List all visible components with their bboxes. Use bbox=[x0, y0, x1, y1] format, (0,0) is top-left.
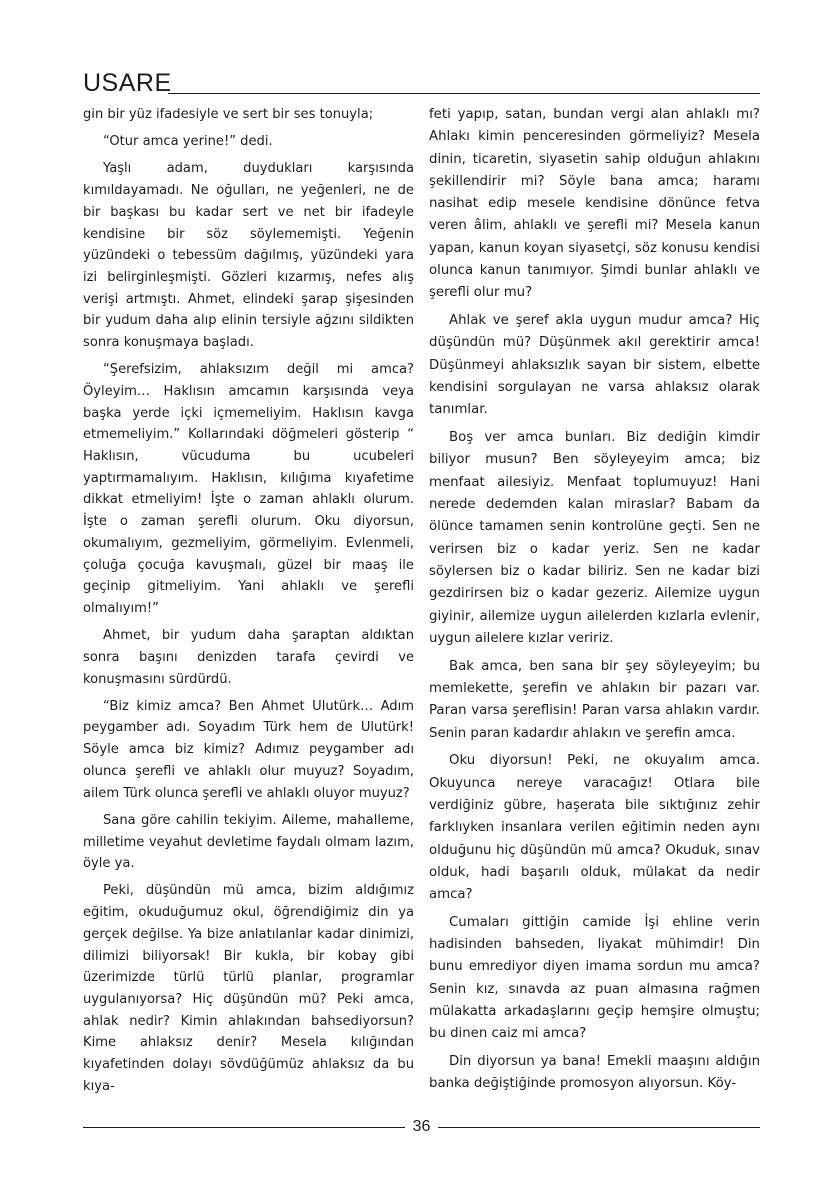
footer-rule-left bbox=[83, 1127, 405, 1128]
paragraph: “Biz kimiz amca? Ben Ahmet Ulutürk… Adım peygamber adı. Soyadım Türk hem de Ulutürk! Söyle amca biz kimiz? Adımız peygamber adı olunca şerefli ve ahlaklı olur muyuz? Soyadım, ailem Türk olunca şerefli ve ahlaklı oluyor muyuz? bbox=[83, 698, 414, 801]
page-footer bbox=[83, 1116, 760, 1140]
page-number: 36 bbox=[412, 1118, 431, 1135]
paragraph: Sana göre cahilin tekiyim. Aileme, mahalleme, milletime veyahut devletime faydalı olmam lazım, öyle ya. bbox=[83, 812, 414, 872]
paragraph: Peki, düşündün mü amca, bizim aldığımız eğitim, okuduğumuz okul, öğrendiğimiz din ya gerçek değilse. Ya bize anlatılanlar kadar dinimizi, dilimizi biliyorsak! Bir kukla, bir kobay gibi üzerimizde türlü türlü planlar, programlar uygulanıyorsa? Hiç düşündün mü? Peki amca, ahlak nedir? Kimin ahlakından bahsediyorsun? Kime ahlaksız denir? Mesela kılığından kıyafetinden dolayı sövdüğümüz ahlaksız da bu kıya- bbox=[83, 883, 414, 1094]
paragraph: Oku diyorsun! Peki, ne okuyalım amca. Okuyunca nereye varacağız! Otlara bile verdiğiniz gübre, haşerata bile sıktığınız zehir farklıyken insanlara verilen eğitimin neden aynı olduğunu hiç düşündün mü amca? Okuduk, sınav olduk, hadi başarılı olduk, mülakat da nedir amca? bbox=[429, 753, 760, 903]
paragraph: Cumaları gittiğin camide İşi ehline verin hadisinden bahseden, liyakat mühimdir! Din bunu emrediyor diyen imama sordun mu amca? Senin kız, sınavda az puan almasına rağmen mülakatta arkadaşlarını geçip hemşire olmuştu; bu dinen caiz mi amca? bbox=[429, 914, 760, 1042]
header-rule bbox=[168, 93, 760, 94]
running-header bbox=[83, 68, 760, 104]
paragraph: Yaşlı adam, duydukları karşısında kımıldayamadı. Ne oğulları, ne yeğenleri, ne de bir başkası bu kadar sert ve net bir ifadeyle kendisine bir söz söylememişti. Yeğenin yüzündeki o tebessüm dağılmış, yüzündeki yara izi belirginleşmişti. Gözleri kızarmış, nefes alış verişi artmıştı. Ahmet, elindeki şarap şişesinden bir yudum daha alıp elinin tersiyle ağzını sildikten sonra konuşmaya başladı. bbox=[83, 161, 414, 351]
footer-rule-right bbox=[438, 1127, 760, 1128]
left-column bbox=[83, 104, 414, 1103]
paragraph: Din diyorsun ya bana! Emekli maaşını aldığın banka değiştiğinde promosyon alıyorsun. Köy- bbox=[429, 1054, 760, 1092]
right-column bbox=[429, 104, 760, 1101]
paragraph: “Otur amca yerine!” dedi. bbox=[103, 134, 273, 150]
paragraph: Boş ver amca bunları. Biz dediğin kimdir biliyor musun? Ben söyleyeyim amca; biz menfaat ailesiyiz. Menfaat toplumuyuz! Hani nerede dedemden kalan miraslar? Babam da ölünce tamamen senin kontrolüne geçti. Sen ne verirsen biz o kadar yeriz. Sen ne kadar söylersen biz o kadar biliriz. Sen ne kadar bizi gezdirirsen biz o kadar gezeriz. Ailemize uygun giyinir, ailemize uygun ailelerden kızlarla evlenir, uygun ailelere kızlar veririz. bbox=[429, 430, 760, 646]
paragraph: “Şerefsizim, ahlaksızım değil mi amca? Öyleyim… Haklısın amcamın karşısında veya başka yerde içki içmemeliyim. Haklısın kavga etmemeliyim.” Kollarındaki döğmeleri gösterip “ Haklısın, vücuduma bu ucubeleri yaptırmamalıyım. Haklısın, kılığıma kıyafetime dikkat etmeliyim! İşte o zaman ahlaklı olurum. İşte o zaman şerefli olurum. Oku diyorsun, okumalıyım, gezmeliyim, görmeliyim. Evlenmeli, çoluğa çocuğa kavuşmalı, güzel bir maaş ile geçinip gitmeliyim. Yani ahlaklı ve şerefli olmalıyım!” bbox=[83, 362, 414, 616]
paragraph: Ahlak ve şeref akla uygun mudur amca? Hiç düşündün mü? Düşünmek akıl gerektirir amca! Düşünmeyi ahlaksızlık sayan bir sistem, elbette kendisini sorgulayan ne varsa ahlaksız olarak tanımlar. bbox=[429, 313, 760, 418]
paragraph: gin bir yüz ifadesiyle ve sert bir ses tonuyla; bbox=[83, 107, 374, 122]
header-title: USARE bbox=[83, 69, 172, 97]
paragraph: feti yapıp, satan, bundan vergi alan ahlaklı mı? Ahlakı kimin penceresinden görmeliyiz? Mesela dinin, ticaretin, siyasetin sahip olduğun ahlakını şekillendirir mi? Söyle bana amca; haramı nasihat edip mesele kendisine dönünce fetva veren âlim, ahlaklı ve şerefli mi? Mesela kanun yapan, kanun koyan siyasetçi, söz konusu kendisi olunca kanun tanımıyor. Şimdi bunlar ahlaklı ve şerefli olur mu? bbox=[429, 107, 760, 301]
paragraph: Ahmet, bir yudum daha şaraptan aldıktan sonra başını denizden tarafa çevirdi ve konuşmasını sürdürdü. bbox=[83, 628, 414, 687]
paragraph: Bak amca, ben sana bir şey söyleyeyim; bu memlekette, şerefin ve ahlakın bir pazarı var. Paran varsa şereflisin! Paran varsa ahlakın vardır. Senin paran kadardır ahlakın ve şerefin amca. bbox=[429, 658, 760, 741]
